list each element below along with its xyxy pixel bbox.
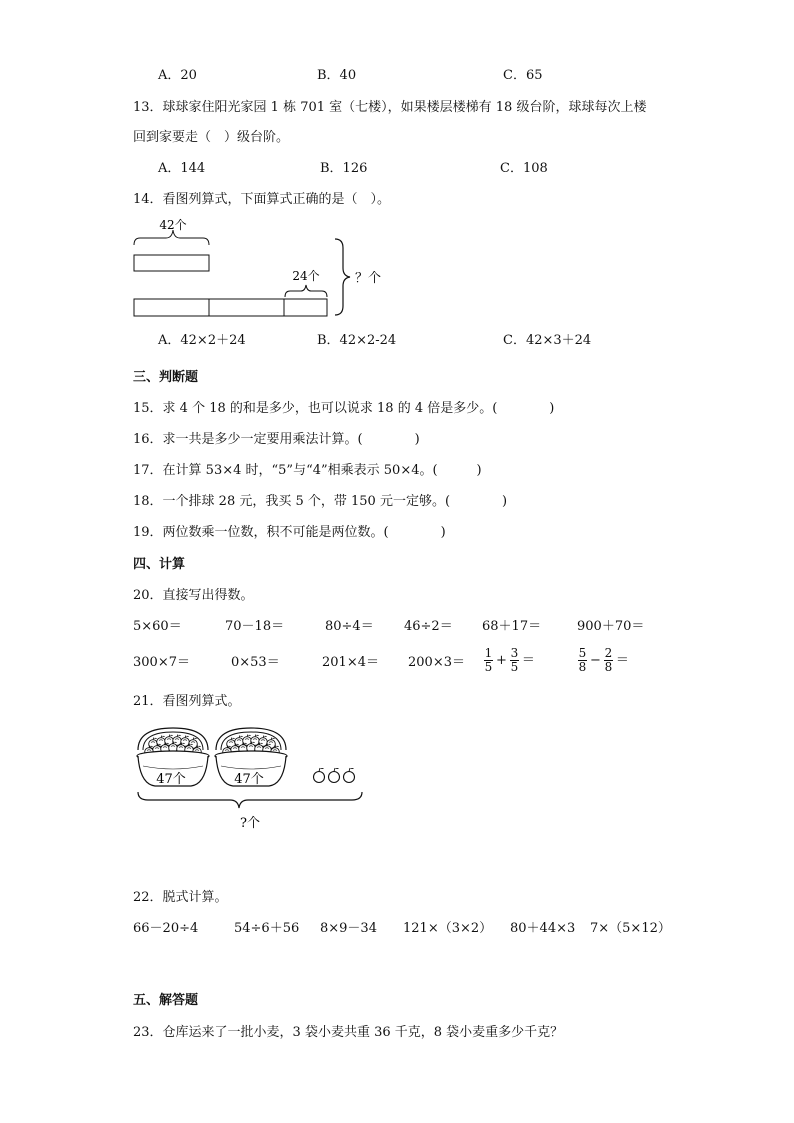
- q20-expr-2: 70－18＝: [225, 619, 285, 634]
- section3-title: 三、判断题: [133, 370, 199, 385]
- q14-top-label: 42个: [159, 218, 187, 232]
- section4-title: 四、计算: [133, 557, 186, 572]
- q14-text: 14．看图列算式，下面算式正确的是（ ）。: [133, 192, 391, 207]
- numerator: 3: [510, 646, 519, 660]
- q22-expr-4: 121×（3×2）: [403, 921, 493, 936]
- q14-total-label: ？个: [355, 271, 382, 286]
- q20-expr-8: 0×53＝: [231, 655, 280, 670]
- q20-fraction-expr-1: [484, 647, 538, 674]
- q12-option-b: B．40: [317, 68, 357, 83]
- q13-option-a: A．144: [158, 161, 206, 176]
- q20-expr-5: 68＋17＝: [482, 619, 542, 634]
- q14-bottom-bar-3: [284, 299, 327, 316]
- q20-expr-7: 300×7＝: [133, 655, 190, 670]
- numerator: 2: [604, 646, 613, 660]
- q13-option-b: B．126: [320, 161, 368, 176]
- q20-expr-1: 5×60＝: [133, 619, 182, 634]
- q20-expr-6: 900＋70＝: [577, 619, 645, 634]
- basket-2-label: 47个: [234, 772, 264, 787]
- q14-bar-diagram: [128, 216, 388, 324]
- loose-apple-2: [329, 768, 340, 783]
- q12-option-a: A．20: [158, 68, 197, 83]
- q20-expr-3: 80÷4＝: [325, 619, 374, 634]
- q20-fraction-expr-2: [578, 647, 632, 674]
- q22-expr-6: 7×（5×12）: [590, 921, 671, 936]
- q14-bottom-bar-1: [134, 299, 209, 316]
- q13-option-c: C．108: [500, 161, 548, 176]
- numerator: 1: [484, 646, 493, 660]
- q20-text: 20．直接写出得数。: [133, 588, 254, 603]
- fraction: [510, 647, 519, 674]
- equals-sign: ＝: [615, 652, 629, 668]
- basket-1-label: 47个: [156, 772, 186, 787]
- q14-bottom-bar-2: [209, 299, 284, 316]
- q14-option-c: C．42×3＋24: [503, 333, 592, 348]
- loose-apple-1: [314, 768, 325, 783]
- denominator: 5: [510, 660, 519, 674]
- judgment-19: 19．两位数乘一位数，积不可能是两位数。( ): [133, 525, 446, 540]
- q14-option-b: B．42×2-24: [317, 333, 397, 348]
- q20-expr-9: 201×4＝: [322, 655, 379, 670]
- q14-mid-label: 24个: [292, 269, 320, 283]
- q22-expr-1: 66－20÷4: [133, 921, 199, 936]
- loose-apple-3: [344, 768, 355, 783]
- q20-expr-10: 200×3＝: [408, 655, 465, 670]
- q22-expr-5: 80＋44×3: [510, 921, 576, 936]
- section5-title: 五、解答题: [133, 993, 199, 1008]
- q21-apple-baskets-figure: [130, 722, 370, 834]
- q23-text: 23．仓库运来了一批小麦，3 袋小麦共重 36 千克，8 袋小麦重多少千克？: [133, 1025, 564, 1040]
- q14-top-bar: [134, 255, 209, 271]
- numerator: 5: [578, 646, 587, 660]
- judgment-15: 15．求 4 个 18 的和是多少，也可以说求 18 的 4 倍是多少。( ): [133, 401, 555, 416]
- q14-option-a: A．42×2＋24: [158, 333, 246, 348]
- judgment-17: 17．在计算 53×4 时，“5”与“4”相乘表示 50×4。( ): [133, 463, 482, 478]
- q13-text-line2: 回到家要走（ ）级台阶。: [133, 130, 290, 145]
- q22-text: 22．脱式计算。: [133, 890, 228, 905]
- denominator: 8: [578, 660, 587, 674]
- operator: +: [496, 652, 507, 668]
- q21-text: 21．看图列算式。: [133, 694, 241, 709]
- judgment-16: 16．求一共是多少一定要用乘法计算。( ): [133, 432, 420, 447]
- denominator: 8: [604, 660, 613, 674]
- denominator: 5: [484, 660, 493, 674]
- operator: −: [590, 652, 601, 668]
- fraction: [578, 647, 587, 674]
- q13-text-line1: 13．球球家住阳光家园 1 栋 701 室（七楼），如果楼层楼梯有 18 级台阶，球球每次上楼: [133, 100, 647, 115]
- fraction: [484, 647, 493, 674]
- fraction: [604, 647, 613, 674]
- q12-option-c: C．65: [503, 68, 543, 83]
- q22-expr-3: 8×9－34: [320, 921, 377, 936]
- judgment-18: 18．一个排球 28 元，我买 5 个，带 150 元一定够。( ): [133, 494, 508, 509]
- q20-expr-4: 46÷2＝: [404, 619, 453, 634]
- q22-expr-2: 54÷6＋56: [234, 921, 300, 936]
- equals-sign: ＝: [521, 652, 535, 668]
- q21-total-label: ?个: [240, 816, 260, 831]
